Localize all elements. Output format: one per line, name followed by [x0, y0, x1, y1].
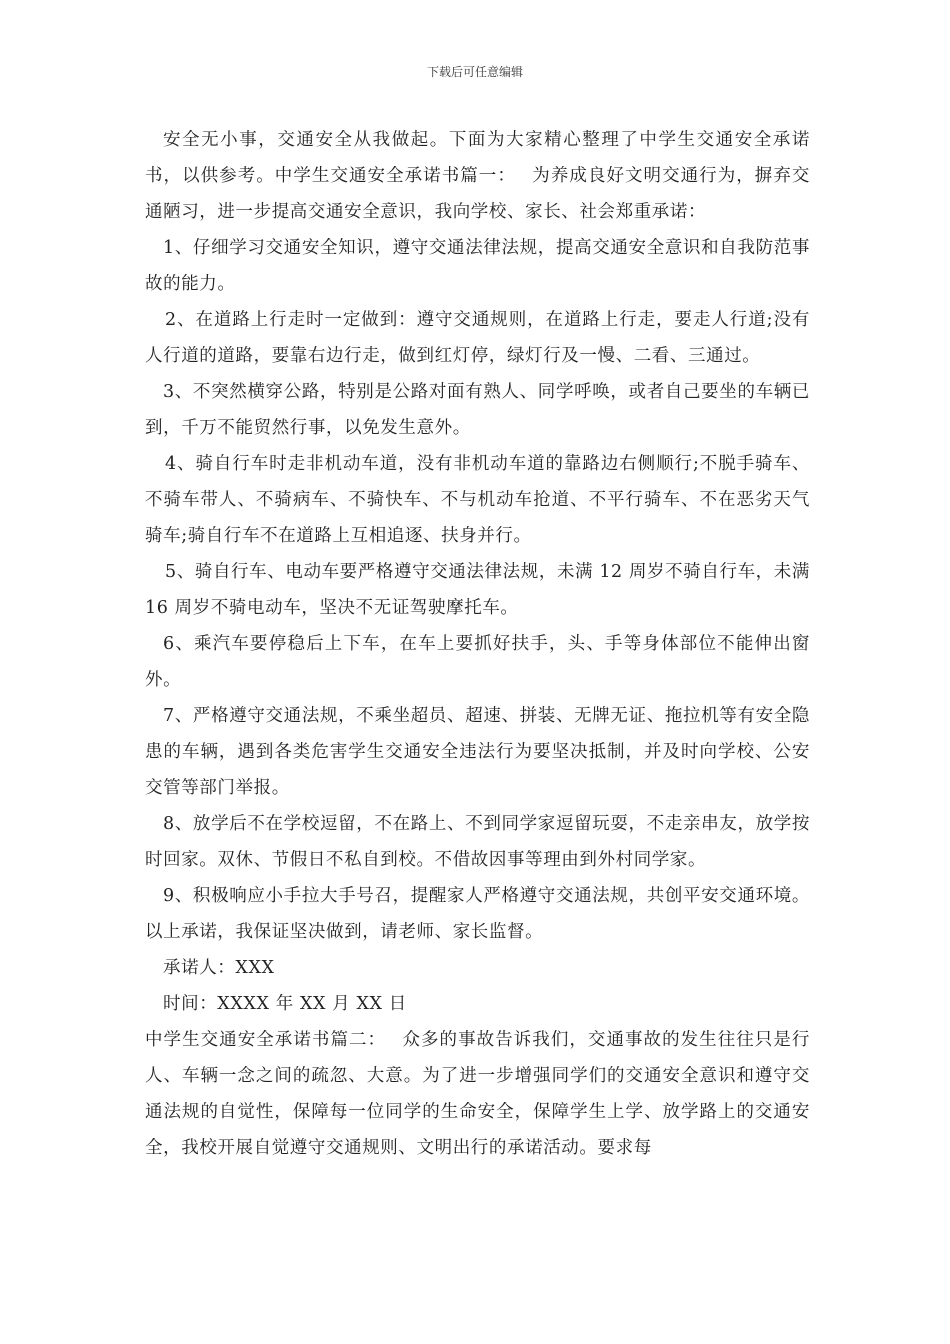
pledge-item-4: 4、骑自行车时走非机动车道，没有非机动车道的靠路边右侧顺行;不脱手骑车、不骑车带人、不骑病车、不骑快车、不与机动车抢道、不平行骑车、不在恶劣天气骑车;骑自行车不在道路上互相追逐、扶身并行。: [145, 454, 810, 546]
pledge-item-7: 7、严格遵守交通法规，不乘坐超员、超速、拼装、无牌无证、拖拉机等有安全隐患的车辆，遇到各类危害学生交通安全违法行为要坚决抵制，并及时向学校、公安交管等部门举报。: [145, 706, 810, 798]
second-pledge-paragraph: 中学生交通安全承诺书篇二： 众多的事故告诉我们，交通事故的发生往往只是行人、车辆一念之间的疏忽、大意。为了进一步增强同学们的交通安全意识和遵守交通法规的自觉性，保障每一位同学的生命安全，保障学生上学、放学路上的交通安全，我校开展自觉遵守交通规则、文明出行的承诺活动。要求每: [145, 1030, 810, 1158]
pledge-item-3: 3、不突然横穿公路，特别是公路对面有熟人、同学呼唤，或者自己要坐的车辆已到，千万不能贸然行事，以免发生意外。: [145, 382, 810, 438]
pledge-item-9: 9、积极响应小手拉大手号召，提醒家人严格遵守交通法规，共创平安交通环境。 以上承诺，我保证坚决做到，请老师、家长监督。: [145, 886, 810, 942]
pledge-item-5: 5、骑自行车、电动车要严格遵守交通法律法规，未满 12 周岁不骑自行车，未满 16 周岁不骑电动车，坚决不无证驾驶摩托车。: [145, 562, 810, 618]
document-body: [145, 122, 810, 1166]
pledge-item-1: 1、仔细学习交通安全知识，遵守交通法律法规，提高交通安全意识和自我防范事故的能力。: [145, 238, 810, 294]
page-header-note: 下载后可任意编辑: [426, 65, 523, 79]
date-line: 时间：XXXX 年 XX 月 XX 日: [163, 994, 407, 1014]
pledge-item-8: 8、放学后不在学校逗留，不在路上、不到同学家逗留玩耍，不走亲串友，放学按时回家。双休、节假日不私自到校。不借故因事等理由到外村同学家。: [145, 814, 810, 870]
intro-paragraph: 安全无小事，交通安全从我做起。下面为大家精心整理了中学生交通安全承诺书，以供参考。中学生交通安全承诺书篇一： 为养成良好文明交通行为，摒弃交通陋习，进一步提高交通安全意识，我向学校、家长、社会郑重承诺：: [145, 130, 810, 222]
pledge-item-2: 2、在道路上行走时一定做到：遵守交通规则，在道路上行走，要走人行道;没有人行道的道路，要靠右边行走，做到红灯停，绿灯行及一慢、二看、三通过。: [145, 310, 810, 366]
pledge-item-6: 6、乘汽车要停稳后上下车，在车上要抓好扶手，头、手等身体部位不能伸出窗外。: [145, 634, 810, 690]
signatory-line: 承诺人：XXX: [163, 958, 275, 978]
